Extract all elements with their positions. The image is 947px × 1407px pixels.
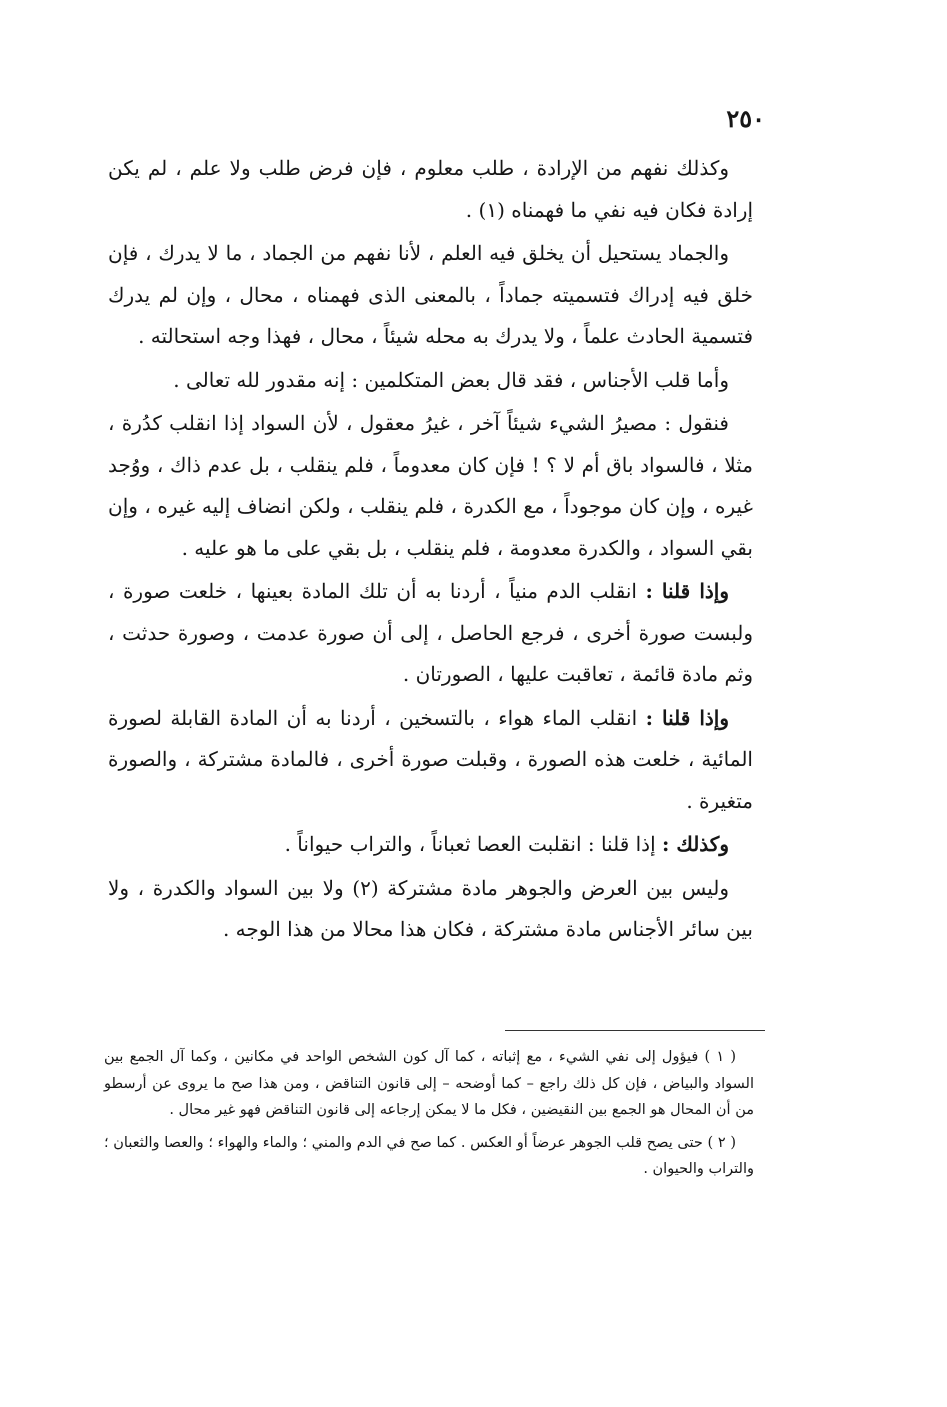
paragraph-5 bbox=[108, 571, 753, 696]
paragraph-6 bbox=[108, 698, 753, 823]
paragraph-7 bbox=[108, 824, 753, 866]
paragraph-6-text: انقلب الماء هواء ، بالتسخين ، أردنا به أن المادة القابلة لصورة المائية ، خلعت هذه الصورة ، وقبلت صورة أخرى ، فالمادة مشتركة ، والصورة متغيرة . bbox=[108, 705, 753, 813]
paragraph-7-text: إذا قلنا : انقلبت العصا ثعباناً ، والتراب حيواناً . bbox=[284, 832, 656, 856]
paragraph-3: وأما قلب الأجناس ، فقد قال بعض المتكلمين : إنه مقدور لله تعالى . bbox=[173, 367, 729, 392]
paragraph-1: وكذلك نفهم من الإرادة ، طلب معلوم ، فإن فرض طلب ولا علم ، لم يكن إرادة فكان فيه نفي ما فهمناه (١) . bbox=[108, 156, 753, 222]
paragraph-5-lead: وإذا قلنا : bbox=[645, 579, 730, 603]
paragraph-5-text: انقلب الدم منياً ، أردنا به أن تلك المادة بعينها ، خلعت صورة ، ولبست صورة أخرى ، فرجع الحاصل ، إلى أن صورة عدمت ، وصورة حدثت ، وثم مادة قائمة ، تعاقبت عليها ، الصورتان . bbox=[108, 579, 753, 686]
paragraph-7-lead: وكذلك : bbox=[662, 832, 729, 856]
footnote-1: ( ١ ) فيؤول إلى نفي الشيء ، مع إثباته ، كما آل كون الشخص الواحد في مكانين ، وكما آل الجمع بين السواد والبياض ، فإن كل ذلك راجع – كما أوضحه – إلى قانون التناقض ، ومن هذا صح ما يروى عن أرسطو من أن المحال هو الجمع بين النقيضين ، فكل ما لا يمكن إرجاعه إلى قانون التناقض فهو غير محال . bbox=[104, 1049, 754, 1118]
paragraph-8: وليس بين العرض والجوهر مادة مشتركة (٢) ولا بين السواد والكدرة ، ولا بين سائر الأجناس مادة مشتركة ، فكان هذا محالا من هذا الوجه . bbox=[108, 875, 753, 941]
footnotes bbox=[104, 1044, 754, 1189]
main-text bbox=[108, 148, 753, 953]
paragraph-2: والجماد يستحيل أن يخلق فيه العلم ، لأنا نفهم من الجماد ، ما لا يدرك ، فإن خلق فيه إدراك فتسميته جماداً ، بالمعنى الذى فهمناه ، محال ، وإن لم يدرك فتسمية الحادث علماً ، ولا يدرك به محله شيئاً ، محال ، فهذا وجه استحالته . bbox=[108, 241, 753, 348]
footnote-divider bbox=[505, 1030, 765, 1031]
paragraph-6-lead: وإذا قلنا : bbox=[645, 705, 730, 730]
paragraph-4: فنقول : مصيرُ الشيء شيئاً آخر ، غيرُ معقول ، لأن السواد إذا انقلب كدُرة ، مثلا ، فالسواد باق أم لا ؟ ! فإن كان معدوماً ، فلم ينقلب ، بل عدم ذاك ، ووُجد غيره ، وإن كان موجوداً ، مع الكدرة ، فلم ينقلب ، ولكن انضاف إليه غيره ، وإن بقي السواد ، والكدرة معدومة ، فلم ينقلب ، بل بقي على ما هو عليه . bbox=[108, 411, 753, 560]
footnote-2: ( ٢ ) حتى يصح قلب الجوهر عرضاً أو العكس . كما صح في الدم والمني ؛ والماء والهواء ؛ والعصا والثعبان ؛ والتراب والحيوان . bbox=[104, 1134, 754, 1177]
page-number: ٢٥٠ bbox=[726, 104, 765, 133]
